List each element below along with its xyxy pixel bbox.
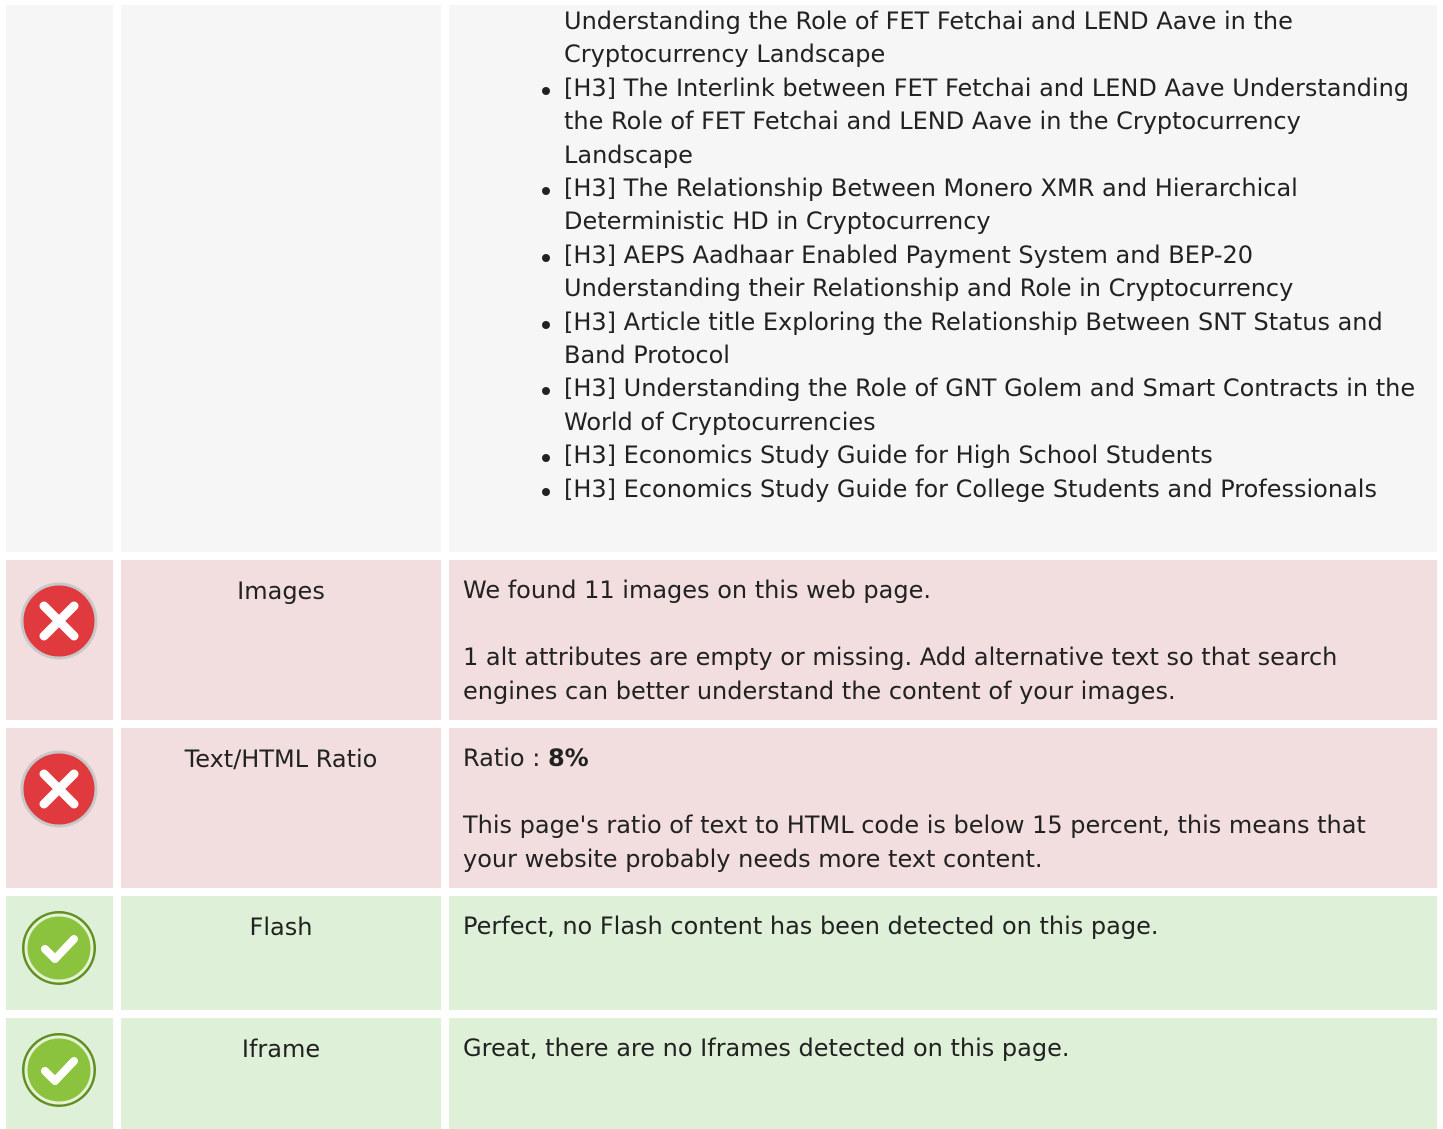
- check-message-line: 1 alt attributes are empty or missing. Add alternative text so that search engines can better understand the content of your images.: [463, 643, 1338, 705]
- heading-list-item: Understanding the Role of FET Fetchai and LEND Aave in the Cryptocurrency Landscape: [564, 7, 1293, 69]
- headings-value-cell: [449, 5, 1437, 552]
- heading-list-item: [H3] AEPS Aadhaar Enabled Payment System and BEP-20 Understanding their Relationship and Role in Cryptocurrency: [564, 239, 1429, 306]
- status-icon-cell: [6, 1018, 113, 1129]
- check-value-cell: [449, 560, 1437, 720]
- heading-list-item: [H3] Understanding the Role of GNT Golem and Smart Contracts in the World of Cryptocurrencies: [564, 372, 1429, 439]
- check-row-flash: [0, 896, 1443, 1010]
- check-label-cell: [121, 1018, 441, 1129]
- check-value-cell: [449, 728, 1437, 888]
- heading-list-item: [H3] The Interlink between FET Fetchai and LEND Aave Understanding the Role of FET Fetchai and LEND Aave in the Cryptocurrency Landscape: [564, 72, 1429, 172]
- heading-list-item: [H3] The Relationship Between Monero XMR and Hierarchical Deterministic HD in Cryptocurrency: [564, 172, 1429, 239]
- headings-icon-cell: [6, 5, 113, 552]
- check-value-cell: [449, 896, 1437, 1010]
- check-label: Iframe: [241, 1035, 321, 1063]
- check-message: [463, 1032, 1427, 1066]
- heading-list-item: [H3] Economics Study Guide for High School Students: [564, 439, 1429, 472]
- check-label: Images: [237, 577, 325, 605]
- ratio-value: 8%: [547, 744, 589, 772]
- success-check-icon: [20, 909, 98, 987]
- status-icon-cell: [6, 728, 113, 888]
- check-label-cell: [121, 896, 441, 1010]
- check-message-line: We found 11 images on this web page.: [463, 576, 931, 604]
- check-message: [463, 742, 1427, 876]
- heading-list-item: [H3] Article title Exploring the Relationship Between SNT Status and Band Protocol: [564, 306, 1429, 373]
- check-label-cell: [121, 560, 441, 720]
- heading-list-item: [H3] Economics Study Guide for College Students and Professionals: [564, 473, 1429, 506]
- check-row-images: [0, 560, 1443, 720]
- headings-label-cell: [121, 5, 441, 552]
- status-icon-cell: [6, 560, 113, 720]
- check-message-line: Great, there are no Iframes detected on this page.: [463, 1034, 1070, 1062]
- check-message-line: Perfect, no Flash content has been detected on this page.: [463, 912, 1159, 940]
- check-message: [463, 910, 1427, 944]
- check-label: Flash: [249, 913, 313, 941]
- check-row-text-html-ratio: [0, 728, 1443, 888]
- success-check-icon: [20, 1031, 98, 1109]
- error-x-icon: [20, 750, 98, 828]
- check-label: Text/HTML Ratio: [184, 745, 378, 773]
- check-message: [463, 574, 1427, 708]
- error-x-icon: [20, 582, 98, 660]
- headings-list: [564, 5, 1429, 506]
- headings-row: [0, 0, 1443, 552]
- check-row-iframe: [0, 1018, 1443, 1129]
- ratio-prefix: Ratio :: [463, 744, 548, 772]
- check-value-cell: [449, 1018, 1437, 1129]
- check-message-line: This page's ratio of text to HTML code is below 15 percent, this means that your website probably needs more text content.: [463, 811, 1366, 873]
- status-icon-cell: [6, 896, 113, 1010]
- ratio-line: [463, 742, 1427, 776]
- check-label-cell: [121, 728, 441, 888]
